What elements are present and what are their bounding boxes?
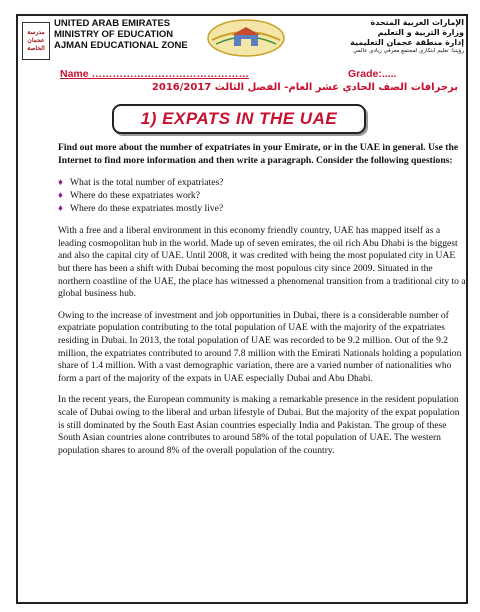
ministry-name: MINISTRY OF EDUCATION [54, 29, 174, 40]
bullet-icon: ♦ [58, 203, 63, 215]
arabic-letterhead [350, 18, 464, 55]
question-text: Where do these expatriates mostly live? [70, 203, 224, 215]
question-text: What is the total number of expatriates? [70, 177, 224, 189]
country-name: UNITED ARAB EMIRATES [54, 18, 171, 29]
section-title: 1) EXPATS IN THE UAE [140, 109, 338, 128]
name-grade-row [60, 68, 460, 80]
name-field-label: Name ……………………………………… [60, 68, 250, 80]
paragraph: With a free and a liberal environment in this economy friendly country, UAE has mapped itself as a leading cosmopolitan hub in the world. Made up of seven emirates, the oil rich Abu Dhabi is the biggest and also the capital city of UAE. Until 2008, it was credited with being the most populated city in UAE but there has been a shift with Dubai becoming the most populous city since 2009. Situated in the northern coastline of the UAE, the place has witnessed a phenomenal transition from a traditional city to a global business hub. [58, 225, 466, 300]
bullet-icon: ♦ [58, 190, 63, 202]
worksheet-body [58, 142, 466, 466]
stamp-line: عجمان [27, 38, 45, 44]
paragraph: Owing to the increase of investment and job opportunities in Dubai, there is a considerable number of expatriate population contributing to the total population of UAE with the majority of the expatriates residing in Dubai. In 2013, the total population of UAE was recorded to be 9.2 million. Out of the 9.2 million, the expatriates contributed to around 7.8 million with the Emirati Nationals holding a population share of 1.4 million. With a vast demographic variation, there are a varied number of nationalities who form a part of the majority of the expats in UAE especially Dubai and Abu Dhabi. [58, 309, 462, 384]
question-item [58, 202, 466, 215]
arabic-worksheet-title: برجرافات الصف الحادي عشر العام- الفصل الثالث 2016/2017 [151, 82, 458, 93]
zone-name-ar: إدارة منطقة عجمان التعليمية [350, 38, 464, 47]
question-item [58, 176, 466, 189]
worksheet-page [16, 14, 468, 604]
question-list [58, 176, 466, 215]
question-item [58, 189, 466, 202]
question-text: Where do these expatriates work? [70, 190, 200, 202]
letterhead [18, 16, 470, 64]
ministry-logo-icon [206, 18, 286, 58]
school-stamp [22, 22, 50, 60]
zone-name: AJMAN EDUCATIONAL ZONE [54, 40, 188, 51]
stamp-line: مدرسة [27, 30, 45, 36]
grade-field-label: Grade:..... [348, 68, 397, 80]
english-letterhead [54, 18, 188, 51]
stamp-line: الخاصة [27, 46, 45, 52]
ministry-name-ar: وزارة التربية و التعليم [377, 28, 464, 37]
country-name-ar: الإمارات العربية المتحدة [370, 18, 464, 27]
section-title-box [112, 104, 366, 134]
instructions: Find out more about the number of expatriates in your Emirate, or in the UAE in general. Use the Internet to find more information and then write a paragraph. Consider the following questions: [58, 142, 459, 166]
bullet-icon: ♦ [58, 177, 63, 189]
vision-line: رؤيتنا: تعليم ابتكاري لمجتمع معرفي ريادي عالمي [353, 48, 464, 54]
paragraph: In the recent years, the European community is making a remarkable presence in the resident population scale of Dubai owing to the liberal and urban lifestyle of Dubai. But the majority of the expat population is still dominated by the South East Asian countries especially India and Pakistan. The group of these South Asian countries alone contributes to around 58% of the total population of UAE. The western population shares to around 8% of the overall population of the country. [58, 394, 460, 456]
